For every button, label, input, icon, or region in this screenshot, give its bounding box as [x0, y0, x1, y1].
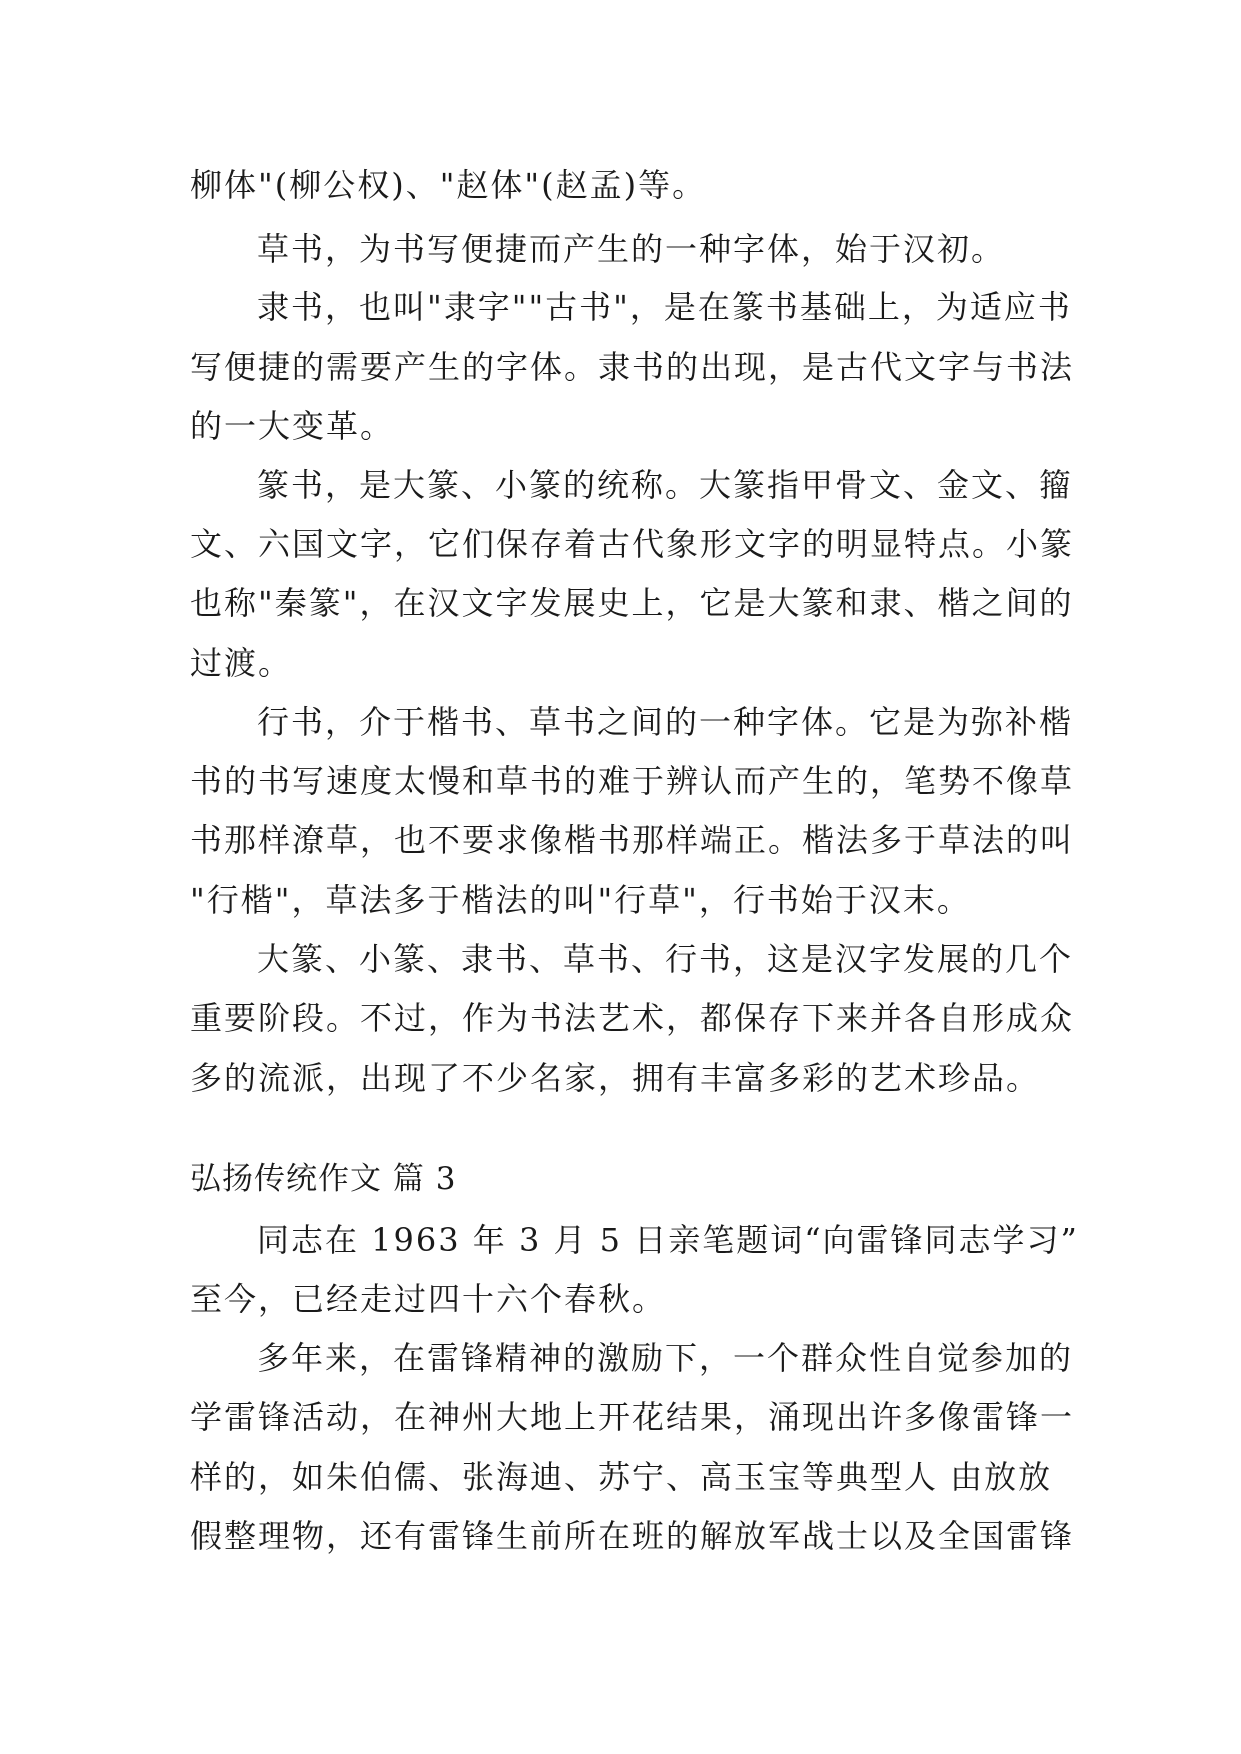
- paragraph-4-line-4: 过渡。: [190, 644, 293, 682]
- paragraph-8-line-2: 学雷锋活动，在神州大地上开花结果，涌现出许多像雷锋一: [190, 1398, 1075, 1436]
- paragraph-8-line-4: 假整理物，还有雷锋生前所在班的解放军战士以及全国雷锋: [190, 1517, 1075, 1555]
- paragraph-4-line-2: 文、六国文字，它们保存着古代象形文字的明显特点。小篆: [190, 525, 1075, 563]
- paragraph-5-line-1: 行书，介于楷书、草书之间的一种字体。它是为弥补楷: [257, 703, 1074, 741]
- paragraph-8-line-1: 多年来，在雷锋精神的激励下，一个群众性自觉参加的: [257, 1339, 1074, 1377]
- paragraph-5-line-3: 书那样潦草，也不要求像楷书那样端正。楷法多于草法的叫: [190, 821, 1075, 859]
- paragraph-6-line-2: 重要阶段。不过，作为书法艺术，都保存下来并各自形成众: [190, 999, 1075, 1037]
- paragraph-4-line-1: 篆书，是大篆、小篆的统称。大篆指甲骨文、金文、籀: [257, 466, 1074, 504]
- section-heading: 弘扬传统作文 篇 3: [190, 1161, 457, 1197]
- paragraph-2-line-1: 草书，为书写便捷而产生的一种字体，始于汉初。: [257, 230, 1006, 268]
- paragraph-6-line-3: 多的流派，出现了不少名家，拥有丰富多彩的艺术珍品。: [190, 1059, 1041, 1097]
- paragraph-8-line-3: 样的，如朱伯儒、张海迪、苏宁、高玉宝等典型人 由放放: [190, 1458, 1053, 1496]
- paragraph-4-line-3: 也称"秦篆"，在汉文字发展史上，它是大篆和隶、楷之间的: [190, 584, 1074, 622]
- paragraph-5-line-4: "行楷"，草法多于楷法的叫"行草"，行书始于汉末。: [190, 881, 971, 919]
- paragraph-1-line-1: 柳体"(柳公权)、"赵体"(赵孟)等。: [190, 166, 707, 204]
- paragraph-7-line-1: 同志在 1963 年 3 月 5 日亲笔题词“向雷锋同志学习”: [257, 1221, 1079, 1259]
- paragraph-3-line-2: 写便捷的需要产生的字体。隶书的出现，是古代文字与书法: [190, 348, 1075, 386]
- paragraph-5-line-2: 书的书写速度太慢和草书的难于辨认而产生的，笔势不像草: [190, 762, 1075, 800]
- paragraph-3-line-1: 隶书，也叫"隶字""古书"，是在篆书基础上，为适应书: [257, 288, 1072, 326]
- paragraph-3-line-3: 的一大变革。: [190, 407, 395, 445]
- paragraph-6-line-1: 大篆、小篆、隶书、草书、行书，这是汉字发展的几个: [257, 940, 1074, 978]
- paragraph-7-line-2: 至今，已经走过四十六个春秋。: [190, 1280, 667, 1318]
